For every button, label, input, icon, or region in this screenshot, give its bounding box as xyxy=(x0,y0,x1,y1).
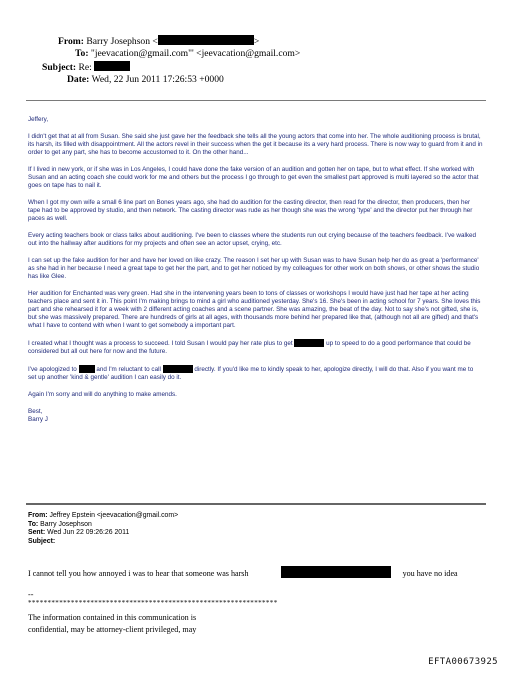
signature-dashes: -- xyxy=(28,590,34,599)
confidentiality-notice: confidential, may be attorney-client privileged, may xyxy=(28,625,197,634)
redaction-box xyxy=(163,365,193,373)
forwarded-header xyxy=(28,512,178,546)
subject-value: Re: xyxy=(78,62,92,73)
subject-label: Subject: xyxy=(42,62,77,73)
from-tail: > xyxy=(253,36,260,47)
paragraph-part: I've apologized to xyxy=(28,366,77,373)
paragraph xyxy=(28,339,483,356)
fwd-to-line xyxy=(28,521,178,530)
paragraph: Again I'm sorry and will do anything to make amends. xyxy=(28,391,177,398)
paragraph-part: and I'm reluctant to call xyxy=(96,366,161,373)
header-divider xyxy=(26,100,486,101)
from-value: Barry Josephson < xyxy=(86,36,158,47)
date-value: Wed, 22 Jun 2011 17:26:53 +0000 xyxy=(91,74,224,85)
quoted-text: I cannot tell you how annoyed i was to hear that someone was harsh xyxy=(28,569,249,578)
greeting: Jeffery, xyxy=(28,116,49,123)
paragraph-part: directly. If you'd like me to kindly speak to her, apologize directly, I will do that. Also if you want me to set up another 'kind & gentle' audition I can easily do it. xyxy=(28,366,474,381)
fwd-to-value: Barry Josephson xyxy=(40,520,92,528)
signature: Barry J xyxy=(28,416,48,423)
to-label: To: xyxy=(75,48,89,59)
date-label: Date: xyxy=(67,74,90,85)
fwd-subject-line xyxy=(28,538,178,547)
from-label: From: xyxy=(58,36,84,47)
redaction-box xyxy=(94,61,130,71)
closing: Best, xyxy=(28,408,43,415)
header-from xyxy=(58,35,259,48)
header-subject xyxy=(42,61,130,74)
quoted-line xyxy=(28,566,458,579)
fwd-from-value: Jeffrey Epstein <jeevacation@gmail.com> xyxy=(49,512,179,519)
confidentiality-notice: The information contained in this communication is xyxy=(28,613,197,622)
redaction-box xyxy=(79,365,95,373)
fwd-sent-value: Wed Jun 22 09:26:26 2011 xyxy=(47,529,130,537)
message-body xyxy=(28,116,483,424)
redaction-box xyxy=(281,566,391,578)
paragraph: I didn't get that at all from Susan. She said she just gave her the feedback she tells all the young actors that come into her. The whole auditioning process is brutal, its harsh, its filled with disappointment. All the actors revel in their success when the get it because its a very hard process. There is now way to guard from it and in order to get any part, she has to become accustomed to it. On the other hand... xyxy=(28,133,483,156)
header-to xyxy=(75,48,300,60)
redaction-box xyxy=(294,339,324,347)
fwd-sent-label: Sent: xyxy=(28,529,46,537)
stars-line: **************************************************************** xyxy=(28,599,278,607)
paragraph: Her audition for Enchanted was very green. Had she in the intervening years been to tons of classes or workshops I would have just had her tape at her acting teachers place and sent it in. This point I'm making brings to mind a girl who auditioned yesterday. She's 16. She's been in acting school for 7 years. She loves this part and she rehearsed it for a week with 2 different acting coaches and a scene partner. She was amazing, the beat of the day. Not to say she's not gifted, she is, but she was massively prepared. There are hundreds of girls at all ages, with thousands more behind her prepared like that, (although not all are gifted) and that's what I have to contend with when I want to get somebody a important part. xyxy=(28,290,481,329)
paragraph: I can set up the fake audition for her and have her loved on like crazy. The reason I set her up with Susan was to have Susan help her do as great a 'performance' as she had in her because I need a great tape to get her the part, and to get her noticed by my colleagues for other work on both shows, or other shows the studio has like Glee. xyxy=(28,257,480,280)
redaction-box xyxy=(158,35,254,45)
fwd-sent-line xyxy=(28,529,178,538)
paragraph xyxy=(28,365,483,382)
to-value: "jeevacation@gmail.com"' <jeevacation@gmail.com> xyxy=(90,48,301,59)
paragraph: When I got my own wife a small 6 line part on Bones years ago, she had do audition for the casting director, then read for the director, then producers, then her tape had to be approved by studio, and then network. The casting director was rude as her though she was the wrong 'type' and the director put her through her paces as well. xyxy=(28,199,473,222)
paragraph: Every acting teachers book or class talks about auditioning. I've been to classes where the students run out crying because of the teachers feedback. I've walked out into the hallway after auditions for my projects and often see an actor upset, crying, etc. xyxy=(28,232,476,247)
paragraph-part: up to speed to do a good performance that could be considered but all out here for now and the future. xyxy=(28,340,471,355)
forward-divider xyxy=(26,503,486,505)
quoted-text: you have no idea xyxy=(402,569,458,578)
fwd-subject-label: Subject: xyxy=(28,537,56,545)
fwd-from-label: From: xyxy=(28,512,48,519)
paragraph: If I lived in new york, or if she was in Los Angeles, I could have done the fake version of an audition and gotten her on tape, but to what effect. If she worked with Susan and an acting coach she could work for me and others but the process I go through to get even the smallest part approved is multi layered so the actor that goes on tape has to nail it. xyxy=(28,166,479,189)
fwd-to-label: To: xyxy=(28,520,39,528)
fwd-from-line xyxy=(28,512,178,521)
header-date xyxy=(67,74,224,86)
paragraph-part: I created what I thought was a process to succeed. I told Susan I would pay her rate plus to get xyxy=(28,340,293,347)
document-id: EFTA00673925 xyxy=(428,657,498,667)
